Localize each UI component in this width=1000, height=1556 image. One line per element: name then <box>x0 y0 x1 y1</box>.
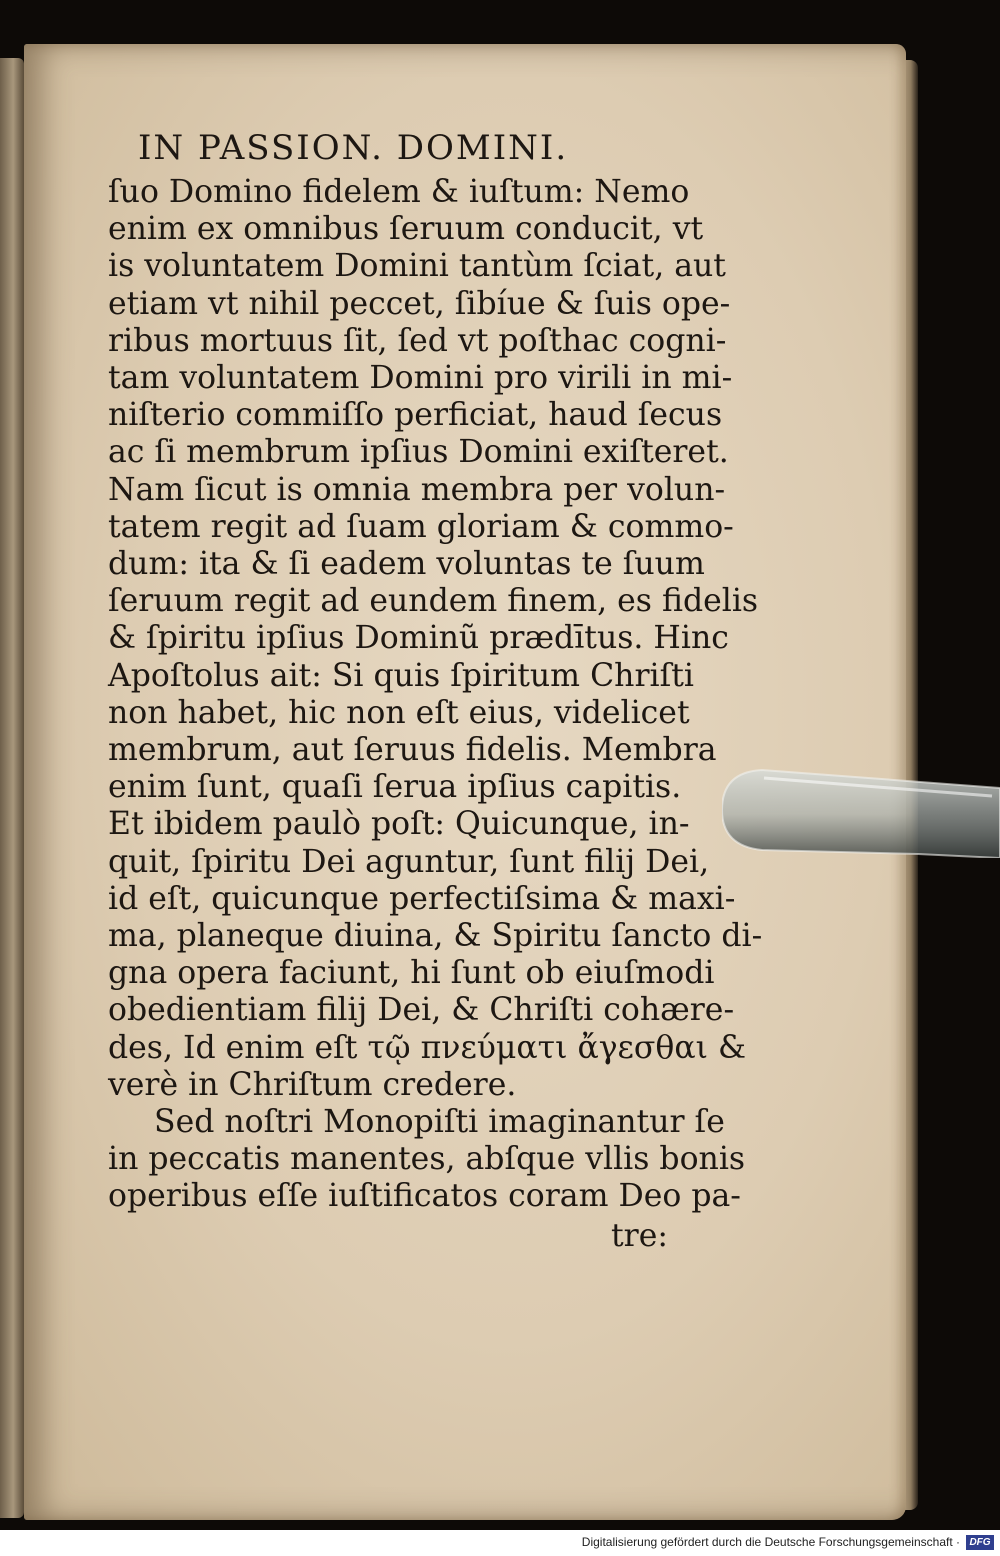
text-line: niſterio commiſſo perficiat, haud ſecus <box>108 397 723 434</box>
text-line: dum: ita & ſi eadem voluntas te ſuum <box>108 546 705 583</box>
text-line: ribus mortuus ſit, ſed vt poſthac cogni- <box>108 322 727 359</box>
running-head: IN PASSION. DOMINI. <box>138 128 569 168</box>
text-line: ſeruum regit ad eundem finem, es fidelis <box>108 583 759 620</box>
footer-credit: Digitalisierung gefördert durch die Deutsche Forschungsgemeinschaft · <box>581 1535 960 1549</box>
text-line: Sed noſtri Monopiſti imaginantur ſe <box>154 1104 725 1141</box>
text-line: in peccatis manentes, abſque vllis bonis <box>108 1141 746 1178</box>
text-line: Et ibidem paulò poſt: Quicunque, in- <box>108 806 690 843</box>
left-page-edge <box>0 58 24 1518</box>
text-line: des, Id enim eſt τῷ πνεύματι ἄγεσθαι & <box>108 1029 747 1066</box>
text-line: enim ſunt, quaſi ſerua ipſius capitis. <box>108 769 682 806</box>
text-line: ac ſi membrum ipſius Domini exiſteret. <box>108 434 729 471</box>
text-line: obedientiam filij Dei, & Chriſti cohære- <box>108 992 735 1029</box>
text-line: & ſpiritu ipſius Dominũ prædītus. Hinc <box>108 620 729 657</box>
text-line: etiam vt nihil peccet, ſibíue & ſuis ope- <box>108 285 731 322</box>
text-line: operibus eſſe iuſtificatos coram Deo pa- <box>108 1178 741 1215</box>
dfg-logo-icon: DFG <box>966 1535 994 1550</box>
footer-bar <box>0 1530 1000 1556</box>
text-line: is voluntatem Domini tantùm ſciat, aut <box>108 248 726 285</box>
text-line: id eſt, quicunque perfectiſsima & maxi- <box>108 880 736 917</box>
text-line: membrum, aut ſeruus fidelis. Membra <box>108 732 717 769</box>
text-line: ma, planeque diuina, & Spiritu ſancto di- <box>108 918 763 955</box>
text-line: verè in Chriſtum credere. <box>108 1066 517 1103</box>
text-line: non habet, hic non eſt eius, videlicet <box>108 694 690 731</box>
text-line: quit, ſpiritu Dei aguntur, ſunt filij Dei, <box>108 843 710 880</box>
text-line: ſuo Domino fidelem & iuſtum: Nemo <box>108 174 690 210</box>
text-line: gna opera faciunt, hi ſunt ob eiuſmodi <box>108 955 715 992</box>
text-line: Apoſtolus ait: Si quis ſpiritum Chriſti <box>108 657 694 694</box>
page-weight-icon <box>722 766 1000 858</box>
text-line: Nam ſicut is omnia membra per volun- <box>108 471 726 508</box>
text-line: tam voluntatem Domini pro virili in mi- <box>108 360 733 397</box>
text-line: enim ex omnibus ſeruum conducit, vt <box>108 211 704 248</box>
text-block <box>108 128 763 1255</box>
catchword: tre: <box>611 1217 668 1254</box>
text-line: tatem regit ad ſuam gloriam & commo- <box>108 508 734 545</box>
